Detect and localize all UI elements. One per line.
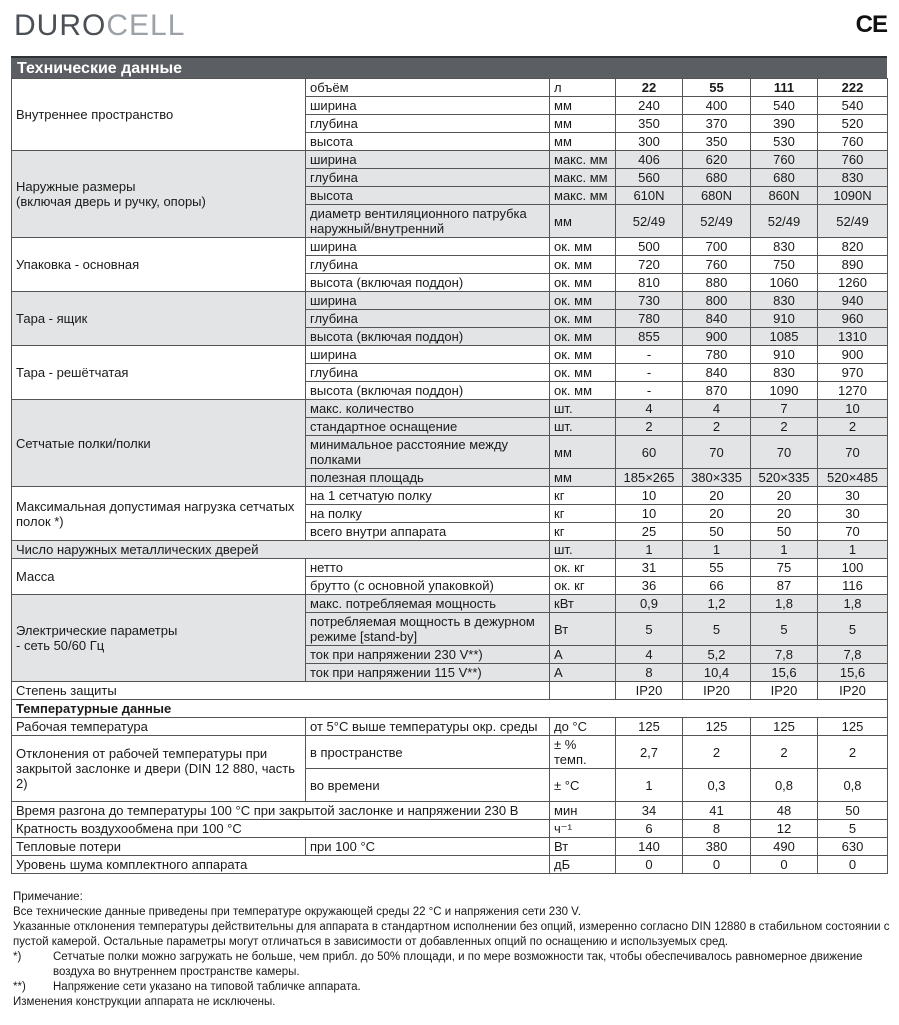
value-cell-222: 1270	[818, 382, 888, 400]
value-cell-55: 0,3	[683, 769, 751, 802]
value-cell-222: 830	[818, 169, 888, 187]
param-name: высота (включая поддон)	[306, 328, 550, 346]
value-cell-55: 900	[683, 328, 751, 346]
value-cell-55: 380×335	[683, 469, 751, 487]
value-cell-111: 860N	[751, 187, 818, 205]
param-name: на 1 сетчатую полку	[306, 487, 550, 505]
unit-cell: ок. мм	[550, 274, 616, 292]
value-cell-22: 1	[616, 541, 683, 559]
value-cell-22: 0	[616, 856, 683, 874]
value-cell-22: 36	[616, 577, 683, 595]
footnotes	[13, 890, 893, 1010]
param-name: брутто (с основной упаковкой)	[306, 577, 550, 595]
group-label: Наружные размеры (включая дверь и ручку, опоры)	[12, 151, 306, 238]
value-cell-222: 2	[818, 418, 888, 436]
value-cell-22: 2	[616, 418, 683, 436]
group-label: Число наружных металлических дверей	[12, 541, 550, 559]
value-cell-22: 4	[616, 646, 683, 664]
footnote: *) Сетчатые полки можно загружать не больше, чем прибл. до 50% площади, и по мере возможности так, чтобы обеспечивалось равномерное движение воздуха во внутреннем пространстве камеры.	[13, 951, 863, 978]
value-cell-111: 1,8	[751, 595, 818, 613]
unit-cell: ок. мм	[550, 328, 616, 346]
unit-cell: дБ	[550, 856, 616, 874]
value-cell-222: 10	[818, 400, 888, 418]
value-cell-111: 540	[751, 97, 818, 115]
param-name: ширина	[306, 151, 550, 169]
param-name: ширина	[306, 97, 550, 115]
value-cell-222: 540	[818, 97, 888, 115]
value-cell-55: 52/49	[683, 205, 751, 238]
value-cell-22: -	[616, 346, 683, 364]
value-cell-55: 350	[683, 133, 751, 151]
value-cell-22: 406	[616, 151, 683, 169]
value-cell-222: 5	[818, 613, 888, 646]
param-name: ширина	[306, 346, 550, 364]
value-cell-55: 66	[683, 577, 751, 595]
value-cell-55: 700	[683, 238, 751, 256]
param-name: объём	[306, 79, 550, 97]
table-row	[12, 400, 888, 418]
value-cell-55: 2	[683, 418, 751, 436]
value-cell-55: 780	[683, 346, 751, 364]
value-cell-55: 370	[683, 115, 751, 133]
unit-cell: ± °С	[550, 769, 616, 802]
unit-cell: ок. мм	[550, 346, 616, 364]
param-name: всего внутри аппарата	[306, 523, 550, 541]
unit-cell: кг	[550, 487, 616, 505]
param-name: от 5°С выше температуры окр. среды	[306, 718, 550, 736]
value-cell-55: 800	[683, 292, 751, 310]
param-name: высота	[306, 133, 550, 151]
param-name: при 100 °С	[306, 838, 550, 856]
value-cell-22: IP20	[616, 682, 683, 700]
param-name: ток при напряжении 230 V**)	[306, 646, 550, 664]
value-cell-55: 20	[683, 487, 751, 505]
group-label: Уровень шума комплектного аппарата	[12, 856, 550, 874]
param-name: глубина	[306, 115, 550, 133]
unit-cell: мм	[550, 205, 616, 238]
value-cell-222: 0,8	[818, 769, 888, 802]
value-cell-222: 125	[818, 718, 888, 736]
unit-cell: Вт	[550, 613, 616, 646]
section-heading: Температурные данные	[12, 700, 888, 718]
value-cell-222: 1260	[818, 274, 888, 292]
value-cell-222: 900	[818, 346, 888, 364]
value-cell-222: 5	[818, 820, 888, 838]
unit-cell: ок. кг	[550, 577, 616, 595]
value-cell-55: 10,4	[683, 664, 751, 682]
value-cell-111: 2	[751, 736, 818, 769]
value-cell-111: 125	[751, 718, 818, 736]
value-cell-222: 50	[818, 802, 888, 820]
value-cell-222: 2	[818, 736, 888, 769]
table-row	[12, 856, 888, 874]
value-cell-222: 760	[818, 151, 888, 169]
note-line: Указанные отклонения температуры действительны для аппарата в стандартном исполнении без опций, измеренно согласно DIN 12880 в стабильном состоянии с пустой камерой. Остальные параметры могут отличаться в зависимости от добавленных опций по оснащению и используемых сред.	[13, 921, 890, 948]
param-name: ширина	[306, 292, 550, 310]
value-cell-22: 0,9	[616, 595, 683, 613]
unit-cell: мин	[550, 802, 616, 820]
value-cell-55: 380	[683, 838, 751, 856]
value-cell-22: 4	[616, 400, 683, 418]
value-cell-222: 520	[818, 115, 888, 133]
value-cell-222: 52/49	[818, 205, 888, 238]
table-row	[12, 682, 888, 700]
table-row	[12, 736, 888, 769]
group-label: Электрические параметры - сеть 50/60 Гц	[12, 595, 306, 682]
value-cell-55: 1	[683, 541, 751, 559]
param-name: ширина	[306, 238, 550, 256]
value-cell-111: 830	[751, 292, 818, 310]
value-cell-22: 5	[616, 613, 683, 646]
value-cell-22: 2,7	[616, 736, 683, 769]
value-cell-55: 8	[683, 820, 751, 838]
value-cell-222: 30	[818, 487, 888, 505]
unit-cell: ок. мм	[550, 364, 616, 382]
table-row	[12, 238, 888, 256]
value-cell-111: 830	[751, 238, 818, 256]
value-cell-55: 5,2	[683, 646, 751, 664]
value-cell-55: 840	[683, 310, 751, 328]
value-cell-22: 10	[616, 505, 683, 523]
value-cell-22: 31	[616, 559, 683, 577]
param-name: на полку	[306, 505, 550, 523]
group-label: Рабочая температура	[12, 718, 306, 736]
value-cell-55: 620	[683, 151, 751, 169]
table-row	[12, 838, 888, 856]
value-cell-55: 680N	[683, 187, 751, 205]
param-name: диаметр вентиляционного патрубка наружный/внутренний	[306, 205, 550, 238]
value-cell-55: 880	[683, 274, 751, 292]
group-label: Время разгона до температуры 100 °С при закрытой заслонке и напряжении 230 В	[12, 802, 550, 820]
value-cell-111: 70	[751, 436, 818, 469]
group-label: Степень защиты	[12, 682, 550, 700]
value-cell-22: 720	[616, 256, 683, 274]
value-cell-55: IP20	[683, 682, 751, 700]
value-cell-55: 50	[683, 523, 751, 541]
section-title: Технические данные	[11, 56, 887, 78]
value-cell-111: 15,6	[751, 664, 818, 682]
value-cell-55: 70	[683, 436, 751, 469]
group-label: Отклонения от рабочей температуры при закрытой заслонке и двери (DIN 12 880, часть 2)	[12, 736, 306, 802]
param-name: высота (включая поддон)	[306, 382, 550, 400]
param-name: минимальное расстояние между полками	[306, 436, 550, 469]
value-cell-22: -	[616, 382, 683, 400]
value-cell-22: 125	[616, 718, 683, 736]
unit-cell: мм	[550, 436, 616, 469]
value-cell-222: 1,8	[818, 595, 888, 613]
unit-cell: ок. мм	[550, 238, 616, 256]
unit-cell: мм	[550, 115, 616, 133]
param-name: полезная площадь	[306, 469, 550, 487]
note-line: Все технические данные приведены при температуре окружающей среды 22 °С и напряжения сети 230 V.	[13, 906, 581, 918]
param-name: стандартное оснащение	[306, 418, 550, 436]
value-cell-111: 0,8	[751, 769, 818, 802]
param-name: высота (включая поддон)	[306, 274, 550, 292]
param-name: высота	[306, 187, 550, 205]
value-cell-222: 70	[818, 436, 888, 469]
value-cell-111: 1060	[751, 274, 818, 292]
value-cell-111: 680	[751, 169, 818, 187]
value-cell-55: 5	[683, 613, 751, 646]
value-cell-111: 75	[751, 559, 818, 577]
value-cell-22: 730	[616, 292, 683, 310]
unit-cell: л	[550, 79, 616, 97]
unit-cell: мм	[550, 97, 616, 115]
value-cell-222: 1310	[818, 328, 888, 346]
unit-cell: макс. мм	[550, 151, 616, 169]
value-cell-55: 41	[683, 802, 751, 820]
value-cell-222: IP20	[818, 682, 888, 700]
value-cell-111: IP20	[751, 682, 818, 700]
value-cell-111: 5	[751, 613, 818, 646]
value-cell-22: 6	[616, 820, 683, 838]
value-cell-222: 760	[818, 133, 888, 151]
value-cell-222: 890	[818, 256, 888, 274]
unit-cell: ок. мм	[550, 292, 616, 310]
value-cell-222: 0	[818, 856, 888, 874]
param-name: во времени	[306, 769, 550, 802]
notes-closing: Изменения конструкции аппарата не исключены.	[13, 996, 276, 1008]
value-cell-22: 25	[616, 523, 683, 541]
unit-cell: ок. мм	[550, 310, 616, 328]
value-cell-22: 855	[616, 328, 683, 346]
value-cell-111: 20	[751, 505, 818, 523]
group-label: Упаковка - основная	[12, 238, 306, 292]
param-name: потребляемая мощность в дежурном режиме [stand-by]	[306, 613, 550, 646]
value-cell-111: 520×335	[751, 469, 818, 487]
group-label: Тара - ящик	[12, 292, 306, 346]
value-cell-22: 52/49	[616, 205, 683, 238]
table-row	[12, 292, 888, 310]
unit-cell: ок. мм	[550, 382, 616, 400]
group-label: Тара - решётчатая	[12, 346, 306, 400]
value-cell-111: 87	[751, 577, 818, 595]
unit-cell: шт.	[550, 400, 616, 418]
value-cell-222: 15,6	[818, 664, 888, 682]
table-row	[12, 487, 888, 505]
group-label: Внутреннее пространство	[12, 79, 306, 151]
group-label: Кратность воздухообмена при 100 °С	[12, 820, 550, 838]
unit-cell: A	[550, 646, 616, 664]
footnote: **) Напряжение сети указано на типовой табличке аппарата.	[13, 981, 361, 993]
value-cell-111: 0	[751, 856, 818, 874]
unit-cell: макс. мм	[550, 169, 616, 187]
unit-cell: мм	[550, 133, 616, 151]
value-cell-55: 2	[683, 736, 751, 769]
param-name: глубина	[306, 169, 550, 187]
value-cell-55: 400	[683, 97, 751, 115]
value-cell-111: 50	[751, 523, 818, 541]
value-cell-55: 1,2	[683, 595, 751, 613]
unit-cell: шт.	[550, 541, 616, 559]
value-cell-55: 760	[683, 256, 751, 274]
value-cell-22: 780	[616, 310, 683, 328]
value-cell-55: 0	[683, 856, 751, 874]
unit-cell: ч⁻¹	[550, 820, 616, 838]
value-cell-222: 70	[818, 523, 888, 541]
value-cell-22: 22	[616, 79, 683, 97]
value-cell-22: 610N	[616, 187, 683, 205]
value-cell-22: 185×265	[616, 469, 683, 487]
value-cell-22: 350	[616, 115, 683, 133]
table-row	[12, 346, 888, 364]
value-cell-222: 940	[818, 292, 888, 310]
table-row	[12, 820, 888, 838]
value-cell-55: 4	[683, 400, 751, 418]
value-cell-111: 830	[751, 364, 818, 382]
unit-cell: ок. мм	[550, 256, 616, 274]
group-label: Максимальная допустимая нагрузка сетчатых полок *)	[12, 487, 306, 541]
value-cell-111: 1085	[751, 328, 818, 346]
value-cell-55: 55	[683, 79, 751, 97]
unit-cell: A	[550, 664, 616, 682]
group-label: Тепловые потери	[12, 838, 306, 856]
unit-cell: мм	[550, 469, 616, 487]
unit-cell: кВт	[550, 595, 616, 613]
group-label: Масса	[12, 559, 306, 595]
value-cell-111: 1	[751, 541, 818, 559]
value-cell-222: 960	[818, 310, 888, 328]
ce-mark: CE	[855, 11, 887, 38]
unit-cell: до °С	[550, 718, 616, 736]
value-cell-22: 500	[616, 238, 683, 256]
value-cell-111: 111	[751, 79, 818, 97]
section-row	[12, 700, 888, 718]
unit-cell: ± % темп.	[550, 736, 616, 769]
unit-cell: Вт	[550, 838, 616, 856]
table-row	[12, 595, 888, 613]
value-cell-111: 2	[751, 418, 818, 436]
value-cell-222: 630	[818, 838, 888, 856]
value-cell-22: 10	[616, 487, 683, 505]
value-cell-111: 390	[751, 115, 818, 133]
value-cell-111: 910	[751, 310, 818, 328]
value-cell-55: 870	[683, 382, 751, 400]
value-cell-222: 1	[818, 541, 888, 559]
value-cell-55: 20	[683, 505, 751, 523]
value-cell-22: 810	[616, 274, 683, 292]
value-cell-22: 8	[616, 664, 683, 682]
table-row	[12, 541, 888, 559]
value-cell-222: 520×485	[818, 469, 888, 487]
value-cell-22: 34	[616, 802, 683, 820]
value-cell-222: 7,8	[818, 646, 888, 664]
unit-cell: ок. кг	[550, 559, 616, 577]
value-cell-22: 140	[616, 838, 683, 856]
value-cell-111: 20	[751, 487, 818, 505]
unit-cell: шт.	[550, 418, 616, 436]
brand-logo: DUROCELL	[14, 9, 186, 42]
value-cell-22: 300	[616, 133, 683, 151]
value-cell-111: 760	[751, 151, 818, 169]
param-name: в пространстве	[306, 736, 550, 769]
value-cell-55: 680	[683, 169, 751, 187]
param-name: глубина	[306, 364, 550, 382]
value-cell-111: 490	[751, 838, 818, 856]
value-cell-55: 840	[683, 364, 751, 382]
value-cell-111: 1090	[751, 382, 818, 400]
value-cell-222: 1090N	[818, 187, 888, 205]
table-row	[12, 559, 888, 577]
param-name: макс. количество	[306, 400, 550, 418]
value-cell-222: 222	[818, 79, 888, 97]
param-name: глубина	[306, 310, 550, 328]
table-row	[12, 79, 888, 97]
notes-heading: Примечание:	[13, 891, 83, 903]
value-cell-111: 12	[751, 820, 818, 838]
table-row	[12, 151, 888, 169]
value-cell-222: 30	[818, 505, 888, 523]
value-cell-22: 1	[616, 769, 683, 802]
table-row	[12, 718, 888, 736]
value-cell-111: 7,8	[751, 646, 818, 664]
group-label: Сетчатые полки/полки	[12, 400, 306, 487]
value-cell-222: 116	[818, 577, 888, 595]
unit-cell: кг	[550, 523, 616, 541]
value-cell-111: 530	[751, 133, 818, 151]
value-cell-111: 910	[751, 346, 818, 364]
unit-cell	[550, 682, 616, 700]
value-cell-22: 560	[616, 169, 683, 187]
value-cell-111: 52/49	[751, 205, 818, 238]
param-name: макс. потребляемая мощность	[306, 595, 550, 613]
value-cell-111: 750	[751, 256, 818, 274]
value-cell-222: 820	[818, 238, 888, 256]
value-cell-222: 970	[818, 364, 888, 382]
param-name: ток при напряжении 115 V**)	[306, 664, 550, 682]
value-cell-111: 7	[751, 400, 818, 418]
unit-cell: макс. мм	[550, 187, 616, 205]
value-cell-55: 125	[683, 718, 751, 736]
value-cell-111: 48	[751, 802, 818, 820]
value-cell-22: 60	[616, 436, 683, 469]
unit-cell: кг	[550, 505, 616, 523]
value-cell-22: 240	[616, 97, 683, 115]
table-row	[12, 802, 888, 820]
spec-table	[11, 78, 888, 874]
param-name: глубина	[306, 256, 550, 274]
value-cell-222: 100	[818, 559, 888, 577]
value-cell-55: 55	[683, 559, 751, 577]
value-cell-22: -	[616, 364, 683, 382]
param-name: нетто	[306, 559, 550, 577]
